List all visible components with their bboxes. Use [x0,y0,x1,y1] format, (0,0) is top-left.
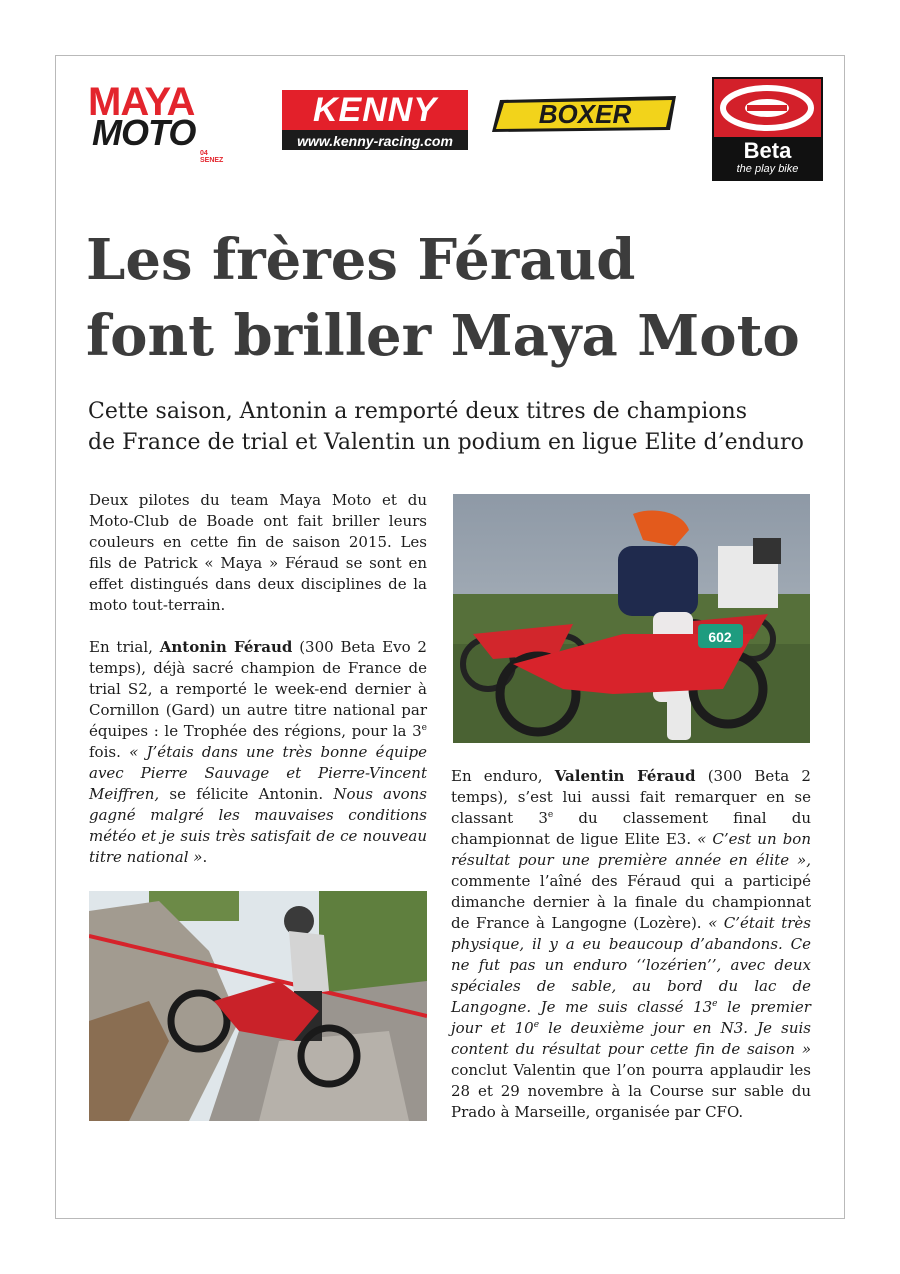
enduro-text-3: commente l’aîné des Féraud qui a participé dimanche dernier à la finale du championnat de France à Langogne (Lozère). [451,872,811,932]
trial-paragraph [89,637,427,868]
enduro-photo [453,494,810,743]
trial-lead: En trial, [89,638,153,656]
trial-sup-1: e [421,723,427,733]
enduro-quote-2a: « C’était très physique, il y a eu beaucoup d’abandons. Ce ne fut pas un enduro ‘‘lozérien’’, avec deux spéciales de sable, au bord du lac de Langogne. Je me suis classé 13 [451,914,811,1016]
headline-line-2: font briller Maya Moto [86,303,800,369]
beta-logo-emblem [714,79,821,137]
valentin-name: Valentin Féraud [554,767,696,785]
article-column-right [451,766,811,1144]
maya-moto-logo [88,80,228,164]
kenny-logo-name: KENNY [282,90,468,130]
trial-end: . [202,848,208,866]
trial-quote-2: Nous avons gagné malgré les mauvaises conditions météo et je suis très satisfait de ce nouveau titre national » [89,785,427,866]
enduro-quote-2b: le premier jour et 10 [451,998,811,1037]
subhead-line-2: de France de trial et Valentin un podium en ligue Elite d’enduro [88,430,804,455]
enduro-text-1: (300 Beta 2 temps), s’est lui aussi fait remarquer en se classant 3 [451,767,811,827]
beta-logo-tagline: the play bike [736,163,799,175]
trial-text-1: (300 Beta Evo 2 temps), déjà sacré champion de France de trial S2, a remporté le week-end dernier à Cornillon (Gard) un autre titre national par équipes : le Trophée des régions, pour la 3 [89,638,427,740]
beta-logo [712,77,823,181]
subheadline [88,396,808,458]
enduro-quote-1: « C’est un bon résultat pour une première année en élite », [451,830,811,869]
enduro-paragraph [451,766,811,1123]
boxer-logo-graphic [490,94,680,134]
beta-logo-name: Beta [743,138,792,163]
antonin-name: Antonin Féraud [159,638,293,656]
headline [86,222,806,374]
enduro-sup-3: e [533,1020,540,1030]
subhead-line-1: Cette saison, Antonin a remporté deux titres de champions [88,399,747,424]
boxer-logo [490,94,680,134]
enduro-sup-1: e [547,810,554,820]
trial-text-2: fois. [89,743,121,761]
kenny-logo-url: www.kenny-racing.com [297,133,453,149]
enduro-quote-2c: le deuxième jour en N3. Je suis content du résultat pour cette fin de saison » [451,1019,811,1058]
trial-photo [89,891,427,1121]
moto-logo-word: MOTO [92,112,196,153]
kenny-logo [280,88,470,152]
trial-text-3: se félicite Antonin. [169,785,324,803]
enduro-quote-2 [451,914,811,1058]
boxer-logo-text: BOXER [538,99,632,129]
trial-quote-1: « J’étais dans une très bonne équipe avec Pierre Sauvage et Pierre-Vincent Meiffren, [89,743,427,803]
article-column-left [89,490,427,889]
enduro-text-2: du classement final du championnat de ligue Elite E3. [451,809,811,848]
maya-logo-word: MAYA [88,80,195,124]
maya-logo-sub: 04 SENEZ [200,150,224,164]
intro-paragraph: Deux pilotes du team Maya Moto et du Moto-Club de Boade ont fait briller leurs couleurs en cette fin de saison 2015. Les fils de Patrick « Maya » Féraud se sont en effet distingués dans deux disciplines de la moto tout-terrain. [89,491,427,614]
svg-text:602: 602 [708,629,732,645]
enduro-lead: En enduro, [451,767,543,785]
headline-line-1: Les frères Féraud [86,227,636,293]
enduro-sup-2: e [712,999,718,1009]
enduro-text-4: conclut Valentin que l’on pourra applaudir les 28 et 29 novembre à la Course sur sable du Prado à Marseille, organisée par CFO. [451,1061,811,1121]
